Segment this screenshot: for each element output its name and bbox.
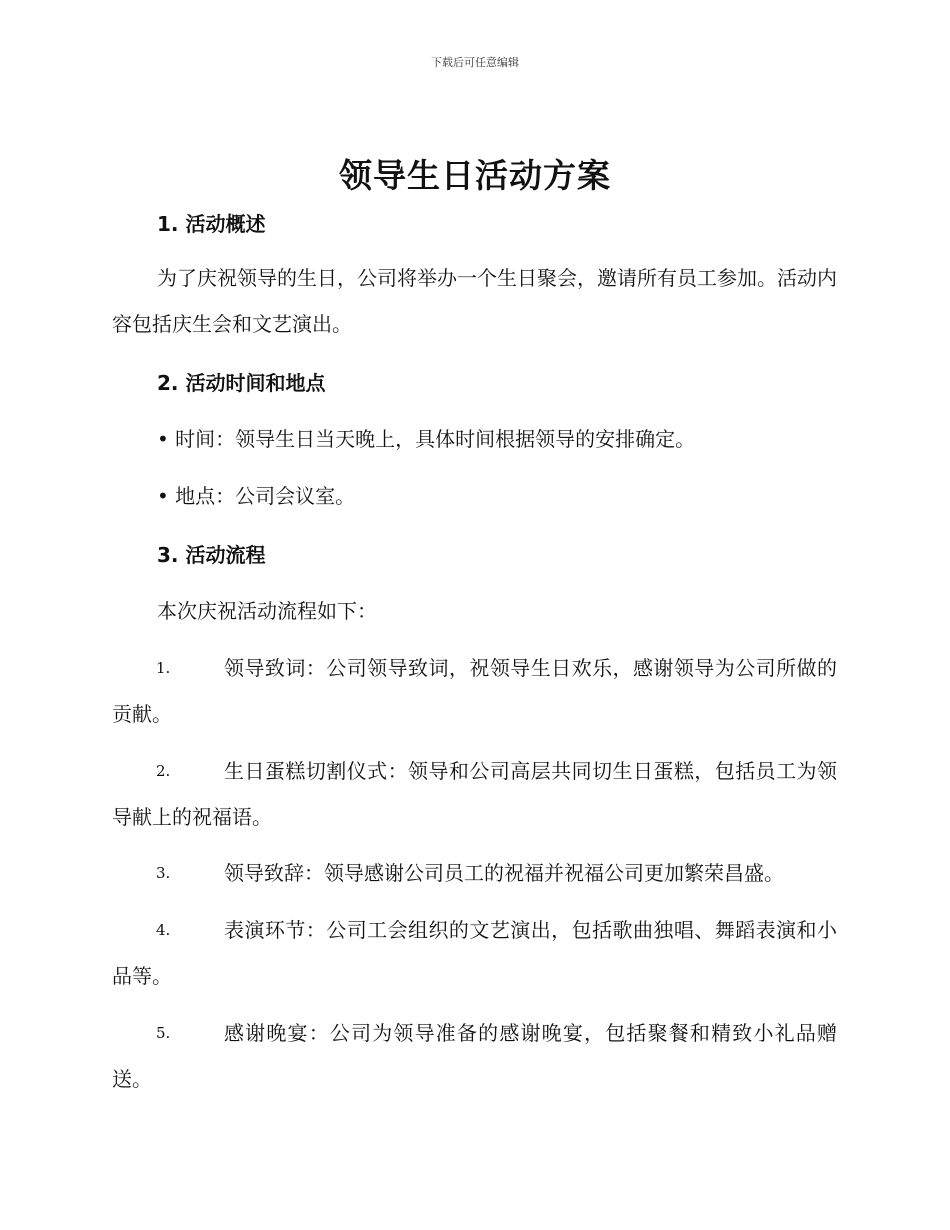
- bullet-place: • 地点：公司会议室。: [157, 484, 356, 508]
- list-item-number: 2.: [156, 762, 171, 780]
- document-title: 领导生日活动方案: [339, 156, 611, 195]
- list-item-text: 感谢晚宴：公司为领导准备的感谢晚宴，包括聚餐和精致小礼品赠送。: [112, 1021, 837, 1091]
- list-item: [112, 850, 837, 896]
- list-item: [112, 1010, 837, 1102]
- list-item: [112, 748, 837, 840]
- list-item-number: 1.: [156, 659, 171, 677]
- overview-paragraph: 为了庆祝领导的生日，公司将举办一个生日聚会，邀请所有员工参加。活动内容包括庆生会和文艺演出。: [112, 266, 837, 336]
- list-item-text: 领导致辞：领导感谢公司员工的祝福并祝福公司更加繁荣昌盛。: [224, 861, 784, 885]
- list-item-number: 5.: [156, 1024, 171, 1042]
- page-header-note: 下载后可任意编辑: [431, 56, 519, 69]
- section-heading-process: 3. 活动流程: [157, 543, 266, 567]
- section-heading-time-place: 2. 活动时间和地点: [157, 371, 326, 395]
- list-item-text: 领导致词：公司领导致词，祝领导生日欢乐，感谢领导为公司所做的贡献。: [112, 656, 837, 726]
- list-item: [112, 907, 837, 999]
- list-item: [112, 645, 837, 737]
- list-item-number: 4.: [156, 921, 171, 939]
- list-item-text: 表演环节：公司工会组织的文艺演出，包括歌曲独唱、舞蹈表演和小品等。: [112, 918, 837, 988]
- bullet-time: • 时间：领导生日当天晚上，具体时间根据领导的安排确定。: [157, 427, 696, 451]
- list-item-text: 生日蛋糕切割仪式：领导和公司高层共同切生日蛋糕，包括员工为领导献上的祝福语。: [112, 759, 837, 829]
- process-intro: 本次庆祝活动流程如下：: [157, 599, 377, 623]
- section-heading-overview: 1. 活动概述: [157, 212, 266, 236]
- list-item-number: 3.: [156, 864, 171, 882]
